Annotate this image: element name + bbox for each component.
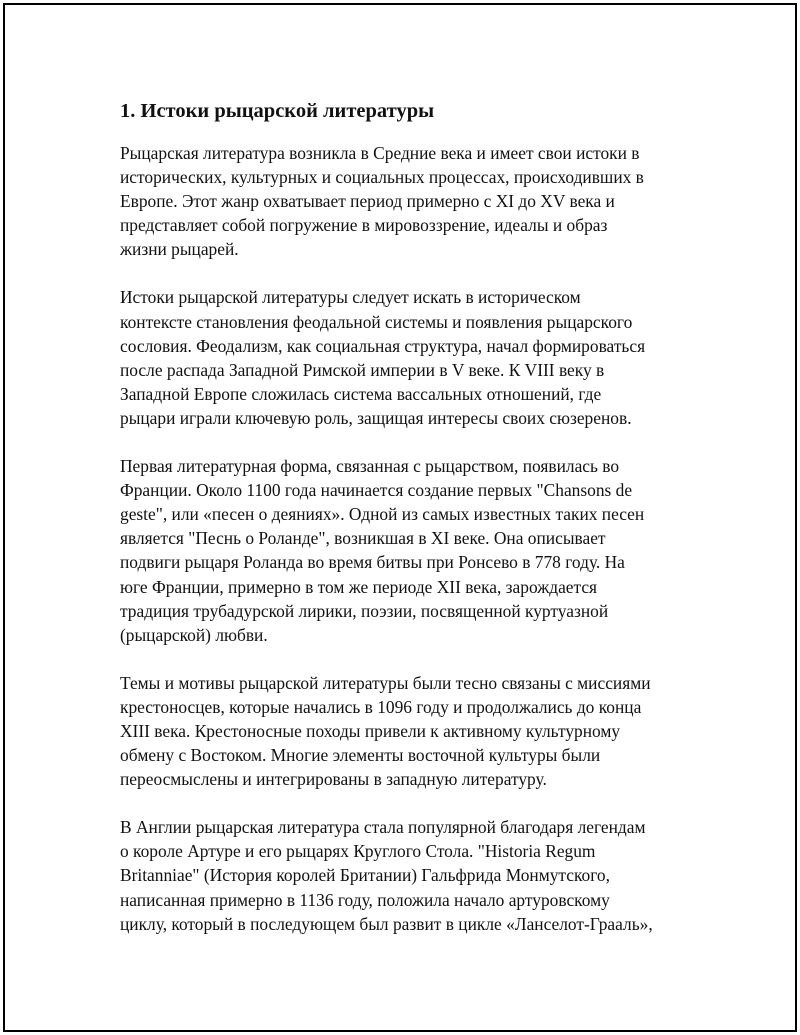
section-heading: 1. Истоки рыцарской литературы [120, 100, 435, 122]
paragraph-4 [120, 671, 710, 791]
paragraph-3 [120, 454, 710, 647]
text-line: традиция трубадурской лирики, поэзии, посвященной куртуазной [120, 600, 609, 621]
text-line: сословия. Феодализм, как социальная структура, начал формироваться [120, 335, 646, 356]
text-line: подвиги рыцаря Роланда во время битвы при Ронсево в 778 году. На [120, 552, 625, 573]
text-line: обмену с Востоком. Многие элементы восточной культуры были [120, 745, 601, 766]
text-line: крестоносцев, которые начались в 1096 году и продолжались до конца [120, 696, 642, 717]
text-line: является "Песнь о Роланде", возникшая в XI веке. Она описывает [120, 528, 606, 549]
document-content [120, 97, 710, 960]
document-page [3, 3, 797, 1032]
text-line: переосмыслены и интегрированы в западную литературу. [120, 769, 547, 790]
paragraph-1 [120, 141, 710, 261]
text-line: Франции. Около 1100 года начинается создание первых "Chansons de [120, 480, 633, 501]
text-line: написанная примерно в 1136 году, положила начало артуровскому [120, 889, 610, 910]
text-line: Европе. Этот жанр охватывает период примерно с XI до XV века и [120, 191, 615, 212]
paragraph-5 [120, 815, 710, 935]
text-line: Истоки рыцарской литературы следует искать в историческом [120, 287, 581, 308]
text-line: рыцари играли ключевую роль, защищая интересы своих сюзеренов. [120, 407, 632, 428]
text-line: о короле Артуре и его рыцарях Круглого Стола. "Historia Regum [120, 841, 596, 862]
text-line: циклу, который в последующем был развит в цикле «Ланселот-Грааль», [120, 913, 653, 934]
text-line: Первая литературная форма, связанная с рыцарством, появилась во [120, 456, 620, 477]
text-line: XIII века. Крестоносные походы привели к активному культурному [120, 720, 621, 741]
text-line: жизни рыцарей. [120, 239, 239, 260]
text-line: Рыцарская литература возникла в Средние века и имеет свои истоки в [120, 143, 640, 163]
text-line: представляет собой погружение в мировоззрение, идеалы и образ [120, 215, 608, 236]
paragraph-2 [120, 285, 710, 430]
text-line: после распада Западной Римской империи в V веке. К VIII веку в [120, 359, 605, 380]
text-line: Britanniae" (История королей Британии) Гальфрида Монмутского, [120, 865, 610, 886]
text-line: (рыцарской) любви. [120, 624, 268, 645]
text-line: Западной Европе сложилась система вассальных отношений, где [120, 383, 602, 404]
text-line: юге Франции, примерно в том же периоде XII века, зарождается [120, 576, 598, 597]
text-line: Темы и мотивы рыцарской литературы были тесно связаны с миссиями [120, 672, 651, 693]
text-line: geste", или «песен о деяниях». Одной из самых известных таких песен [120, 504, 645, 525]
text-line: В Англии рыцарская литература стала популярной благодаря легендам [120, 817, 646, 838]
text-line: контексте становления феодальной системы и появления рыцарского [120, 311, 633, 332]
text-line: исторических, культурных и социальных процессах, происходивших в [120, 167, 644, 188]
